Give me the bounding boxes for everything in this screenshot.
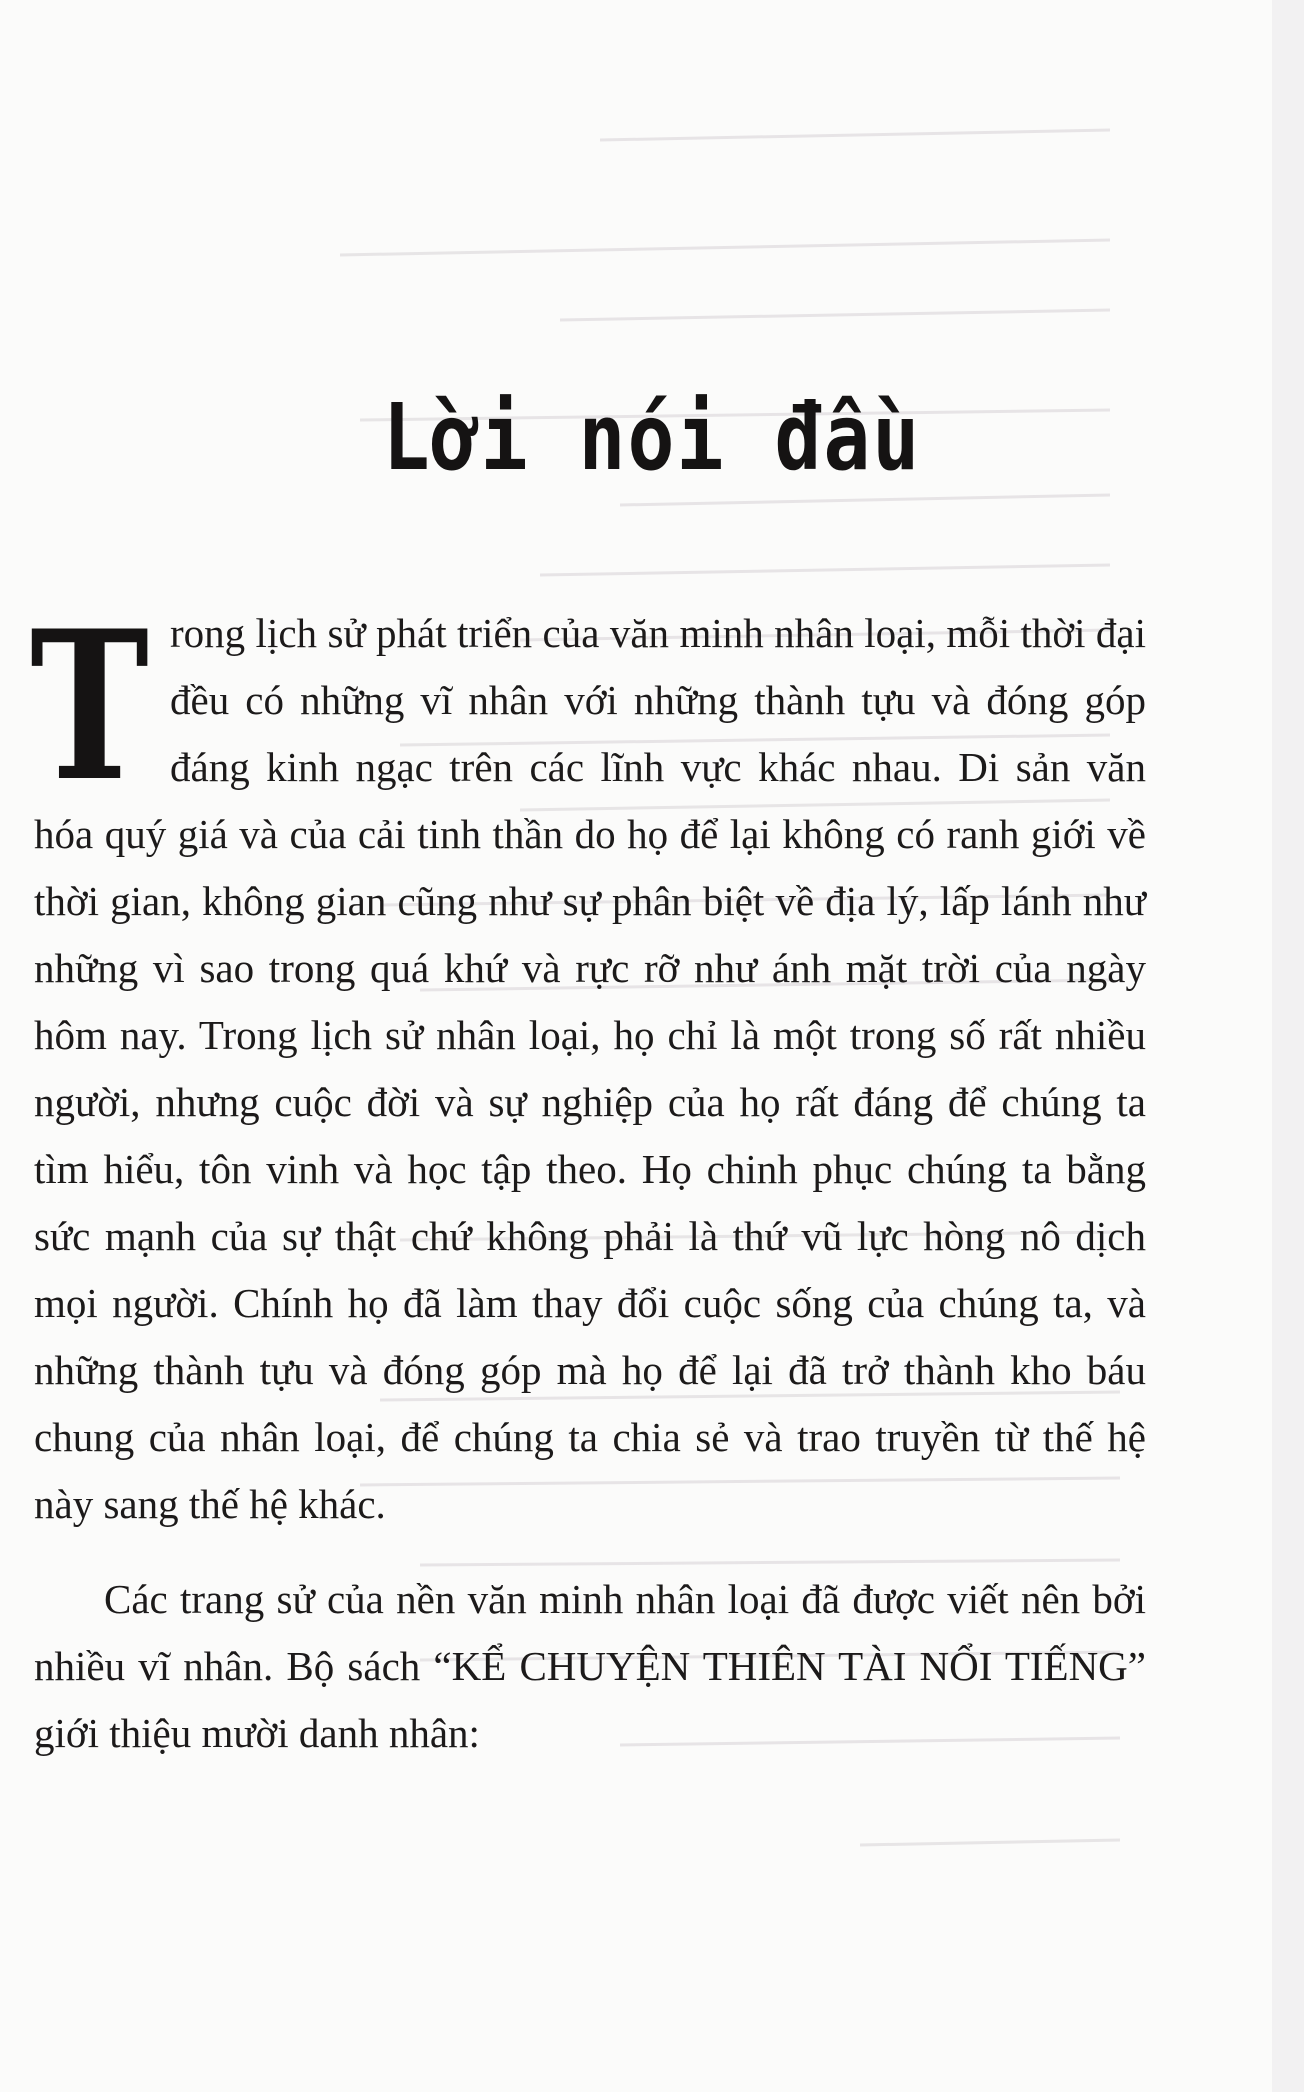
page-title: Lời nói đầu bbox=[382, 385, 922, 492]
paragraph-1-text: rong lịch sử phát triển của văn minh nhân loại, mỗi thời đại đều có những vĩ nhân với những thành tựu và đóng góp đáng kinh ngạc trên các lĩnh vực khác nhau. Di sản văn hóa quý giá và của cải tinh thần do họ để lại không có ranh giới về thời gian, không gian cũng như sự phân biệt về địa lý, lấp lánh như những vì sao trong quá khứ và rực rỡ như ánh mặt trời của ngày hôm nay. Trong lịch sử nhân loại, họ chỉ là một trong số rất nhiều người, nhưng cuộc đời và sự nghiệp của họ rất đáng để chúng ta tìm hiểu, tôn vinh và học tập theo. Họ chinh phục chúng ta bằng sức mạnh của sự thật chứ không phải là thứ vũ lực hòng nô dịch mọi người. Chính họ đã làm thay đổi cuộc sống của chúng ta, và những thành tựu và đóng góp mà họ để lại đã trở thành kho báu chung của nhân loại, để chúng ta chia sẻ và trao truyền từ thế hệ này sang thế hệ khác. bbox=[34, 610, 1146, 1527]
drop-cap: T bbox=[30, 587, 149, 827]
body-text bbox=[30, 587, 1146, 1767]
paragraph-1 bbox=[30, 587, 1146, 1538]
paragraph-2: Các trang sử của nền văn minh nhân loại đã được viết nên bởi nhiều vĩ nhân. Bộ sách “KỂ CHUYỆN THIÊN TÀI NỔI TIẾNG” giới thiệu mười danh nhân: bbox=[34, 1576, 1146, 1756]
